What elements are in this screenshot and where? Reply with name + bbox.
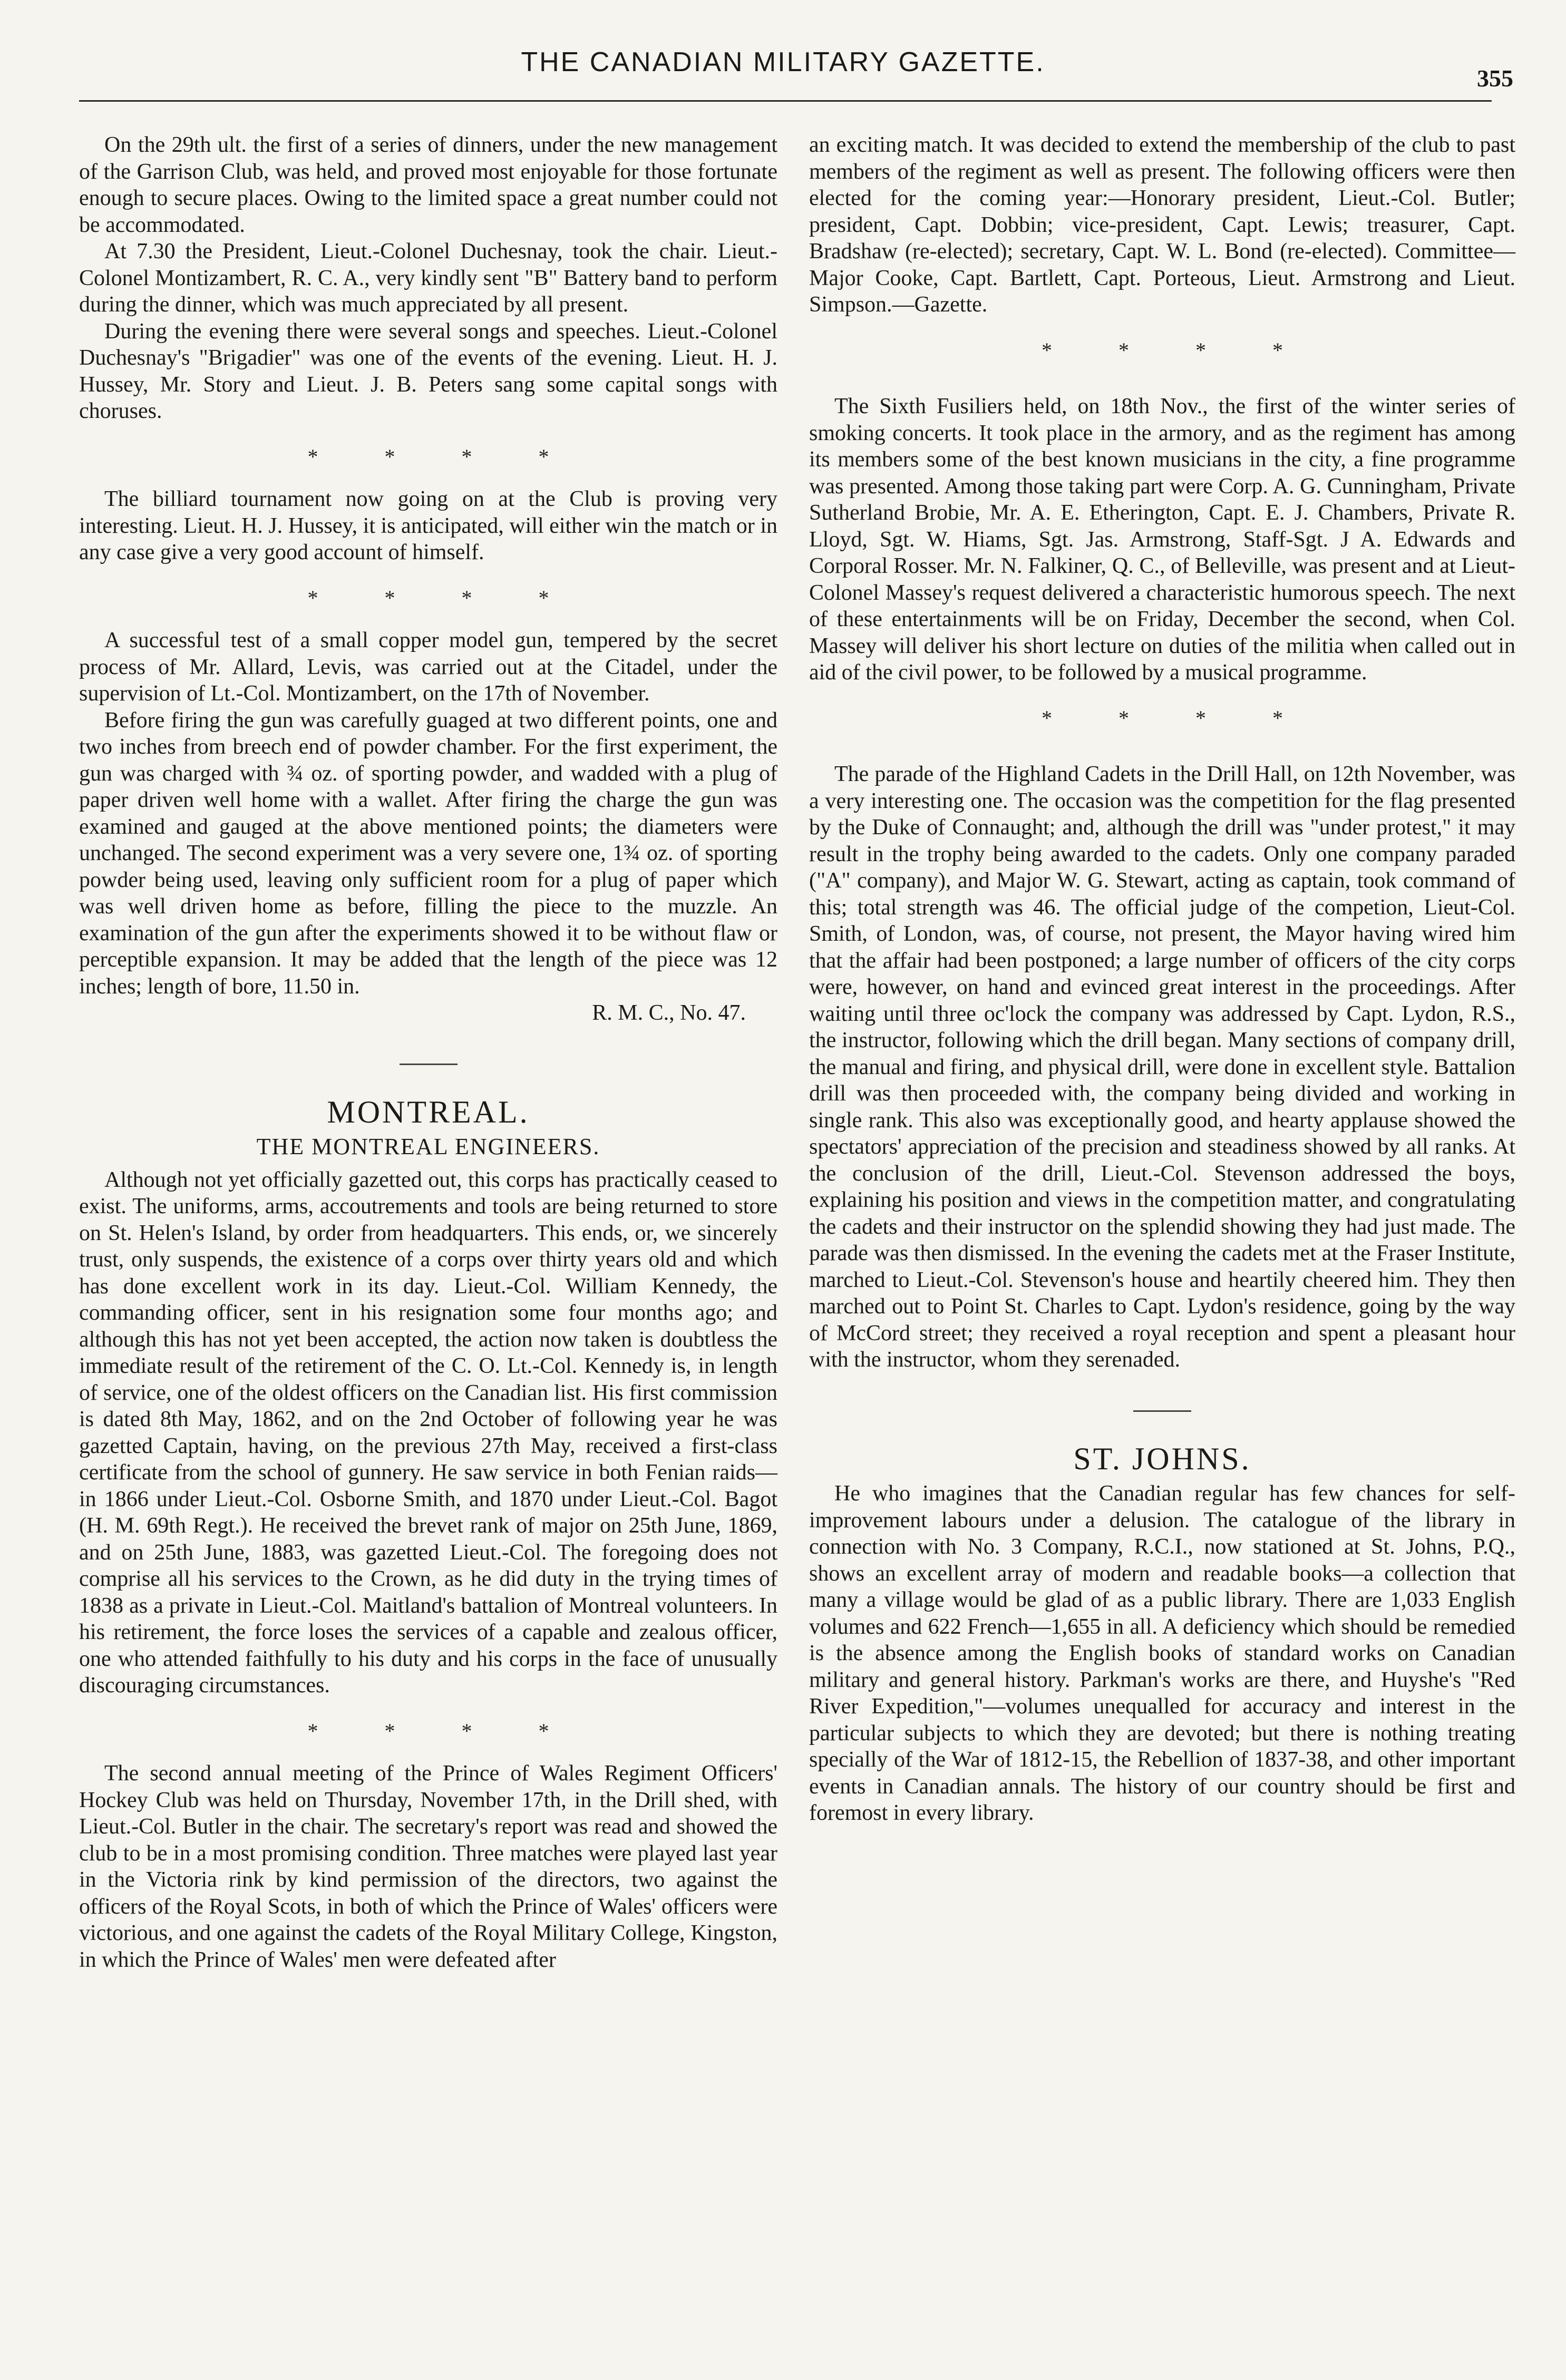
paragraph: Before firing the gun was carefully guaged at two different points, one and two inches from breech end of powder chamber. For the first experiment, the gun was charged with ¾ oz. of sporting powder, and wadded with a plug of paper driven well home with a wallet. After firing the charge the gun was examined and gauged at the above mentioned points; the diameters were unchanged. The second experiment was a very severe one, 1¾ oz. of sporting powder being used, leaving only sufficient room for a plug of paper which was well driven home as before, filling the piece to the muzzle. An examination of the gun after the experiments showed it to be without flaw or perceptible expansion. It may be added that the length of the piece was 12 inches; length of bore, 11.50 in.: [79, 708, 777, 999]
short-rule: [400, 1064, 458, 1065]
st-johns-article: [809, 1480, 1515, 1827]
page-number: 355: [1477, 65, 1513, 92]
section-separator: * * * *: [307, 586, 580, 610]
section-heading-montreal: MONTREAL.: [327, 1094, 530, 1129]
paragraph: He who imagines that the Canadian regular has few chances for self-improvement labours under a delusion. The catalogue of the library in connection with No. 3 Company, R.C.I., now stationed at St. Johns, P.Q., shows an excellent array of modern and readable books—a collection that many a village would be glad of as a public library. There are 1,033 English volumes and 622 French—1,655 in all. A deficiency which should be remedied is the absence among the English books of standard works on Canadian military and general history. Parkman's works are there, and Huyshe's "Red River Expedition,"—volumes unequalled for accuracy and interest in the particular subjects to which they are devoted; but there is nothing treating specially of the War of 1812-15, the Rebellion of 1837-38, and other important events in Canadian annals. The history of our country should be first and foremost in every library.: [809, 1481, 1515, 1825]
right-column: [809, 132, 1515, 1827]
section-heading-st-johns: ST. JOHNS.: [1073, 1441, 1251, 1476]
garrison-club-article: [79, 132, 777, 425]
short-rule: [1133, 1410, 1191, 1412]
section-separator: * * * *: [1042, 338, 1314, 362]
spacer: [809, 747, 1515, 761]
paragraph: an exciting match. It was decided to extend the membership of the club to past members of the regiment as well as present. The following officers were then elected for the coming year:—Honorary president, Lieut.-Col. Butler; president, Capt. Dobbin; vice-president, Capt. Lewis; treasurer, Capt. Bradshaw (re-elected); secretary, Capt. W. L. Bond (re-elected). Committee—Major Cooke, Capt. Bartlett, Capt. Porteous, Lieut. Armstrong and Lieut. Simpson.—Gazette.: [809, 133, 1515, 317]
paragraph: During the evening there were several songs and speeches. Lieut.-Colonel Duchesnay's "Brigadier" was one of the events of the evening. Lieut. H. J. Hussey, Mr. Story and Lieut. J. B. Peters sang some capital songs with choruses.: [79, 319, 777, 423]
paragraph: The second annual meeting of the Prince of Wales Regiment Officers' Hockey Club was held on Thursday, November 17th, in the Drill shed, with Lieut.-Col. Butler in the chair. The secretary's report was read and showed the club to be in a most promising condition. Three matches were played last year in the Victoria rink by kind permission of the directors, two against the officers of the Royal Scots, in both of which the Prince of Wales' officers were victorious, and one against the cadets of the Royal Military College, Kingston, in which the Prince of Wales' men were defeated after: [79, 1761, 777, 1972]
paragraph: The Sixth Fusiliers held, on 18th Nov., the first of the winter series of smoking concerts. It took place in the armory, and as the regiment has among its members some of the best known musicians in the city, a fine programme was presented. Among those taking part were Corp. A. G. Cunningham, Private Sutherland Brobie, Mr. A. E. Etherington, Capt. E. J. Chambers, Private R. Lloyd, Sgt. W. Hiams, Sgt. Jas. Armstrong, Staff-Sgt. J A. Edwards and Corporal Rosser. Mr. N. Falkiner, Q. C., of Belleville, was present and at Lieut-Colonel Massey's request delivered a characteristic humorous speech. The next of these entertainments will be on Friday, December the second, when Col. Massey will deliver his short lecture on duties of the militia when called out in aid of the civil power, to be followed by a musical programme.: [809, 394, 1515, 685]
paragraph: On the 29th ult. the first of a series of dinners, under the new management of the Garrison Club, was held, and proved most enjoyable for those fortunate enough to secure places. Owing to the limited space a great number could not be accommodated.: [79, 133, 777, 237]
paragraph: The parade of the Highland Cadets in the Drill Hall, on 12th November, was a very interesting one. The occasion was the competition for the flag presented by the Duke of Connaught; and, although the drill was "under protest," it may result in the trophy being awarded to the cadets. Only one company paraded ("A" company), and Major W. G. Stewart, acting as captain, took command of this; total strength was 46. The official judge of the competion, Lieut-Col. Smith, of London, was, of course, not present, the Mayor having wired him that the affair had been postponed; a large number of officers of the city corps were, however, on hand and evinced great interest in the proceedings. After waiting until three oc'lock the company was addressed by Capt. Lydon, R.S., the instructor, following which the drill began. Many sections of company drill, the manual and firing, and physical drill, were done in excellent style. Battalion drill was then proceeded with, the company being divided and working in single rank. This also was exceptionally good, and hearty applause showed the spectators' appreciation of the precision and steadiness showed by all ranks. At the conclusion of the drill, Lieut.-Col. Stevenson addressed the boys, explaining his position and views in the competition matter, and congratulating the cadets and their instructor on the splendid showing they had just made. The parade was then dismissed. In the evening the cadets met at the Fraser Institute, marched to Lieut.-Col. Stevenson's house and heartily cheered him. They then marched out to Point St. Charles to Capt. Lydon's residence, going by the way of McCord street; they received a royal reception and spent a pleasant hour with the instructor, whom they serenaded.: [809, 762, 1515, 1372]
sixth-fusiliers-article: [809, 393, 1515, 686]
engineers-article: [79, 1167, 777, 1699]
sub-heading-engineers: THE MONTREAL ENGINEERS.: [256, 1134, 600, 1159]
running-head: [0, 32, 1566, 90]
section-separator: * * * *: [1042, 706, 1314, 730]
paragraph: Although not yet officially gazetted out, this corps has practically ceased to exist. The uniforms, arms, accoutrements and tools are being returned to store on St. Helen's Island, by order from headquarters. This ends, or, we sincerely trust, only suspends, the existence of a corps over thirty years old and which has done excellent work in its day. Lieut.-Col. William Kennedy, the commanding officer, sent in his resignation some four months ago; and although this has not yet been accepted, the action now taken is doubtless the immediate result of the retirement of the C. O. Lt.-Col. Kennedy is, in length of service, one of the oldest officers on the Canadian list. His first commission is dated 8th May, 1862, and on the 2nd October of following year he was gazetted Captain, having, on the previous 27th May, received a first-class certificate from the school of gunnery. He saw service in both Fenian raids—in 1866 under Lieut.-Col. Osborne Smith, and 1870 under Lieut.-Col. Bagot (H. M. 69th Regt.). He received the brevet rank of major on 25th June, 1869, and on 25th June, 1883, was gazetted Lieut.-Col. The foregoing does not comprise all his services to the Crown, as he did duty in the trying times of 1838 as a private in Lieut.-Col. Maitland's battalion of Montreal volunteers. In his retirement, the force loses the services of a capable and zealous officer, one who attended faithfully to his duty and his corps in the face of unusually discouraging circumstances.: [79, 1167, 777, 1698]
paragraph: A successful test of a small copper model gun, tempered by the secret process of Mr. Allard, Levis, was carried out at the Citadel, under the supervision of Lt.-Col. Montizambert, on the 17th of November.: [79, 628, 777, 706]
section-separator: * * * *: [307, 444, 580, 469]
spacer: [809, 379, 1515, 393]
left-column: [79, 132, 777, 1973]
header-rule: [79, 100, 1492, 102]
highland-cadets-article: [809, 761, 1515, 1373]
hockey-club-article: [79, 1760, 777, 1973]
gun-test-article: [79, 627, 777, 1027]
billiard-article: [79, 486, 777, 566]
paragraph: At 7.30 the President, Lieut.-Colonel Duchesnay, took the chair. Lieut.-Colonel Montizambert, R. C. A., very kindly sent "B" Battery band to perform during the dinner, which was much appreciated by all present.: [79, 239, 777, 317]
masthead: THE CANADIAN MILITARY GAZETTE.: [521, 47, 1045, 77]
paragraph: The billiard tournament now going on at the Club is proving very interesting. Lieut. H. J. Hussey, it is anticipated, will either win the match or in any case give a very good account of himself.: [79, 487, 777, 564]
hockey-club-article-continued: [809, 132, 1515, 318]
article-signature: R. M. C., No. 47.: [592, 1001, 746, 1025]
section-separator: * * * *: [307, 1719, 580, 1743]
